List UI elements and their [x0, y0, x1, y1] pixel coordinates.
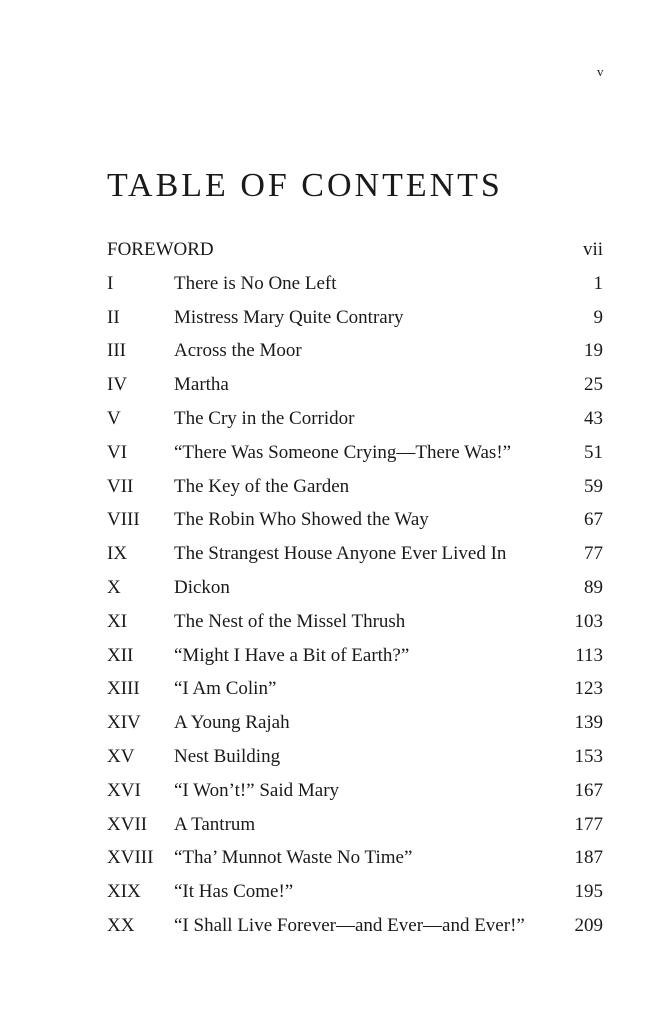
toc-entry-chapter-16[interactable] [107, 777, 603, 811]
chapter-title: “It Has Come!” [174, 881, 294, 903]
toc-entry-chapter-3[interactable] [107, 337, 603, 371]
toc-entry-chapter-10[interactable] [107, 574, 603, 608]
chapter-title: The Nest of the Missel Thrush [174, 610, 406, 632]
chapter-title: “There Was Someone Crying—There Was!” [174, 441, 512, 463]
chapter-title: Nest Building [174, 745, 281, 767]
toc-entry-chapter-6[interactable] [107, 439, 603, 473]
chapter-page: 19 [584, 340, 603, 362]
toc-entry-chapter-12[interactable] [107, 642, 603, 676]
chapter-page: 43 [584, 407, 603, 429]
chapter-page: 9 [593, 306, 603, 328]
toc-entry-foreword[interactable] [107, 236, 603, 270]
chapter-number: XIV [107, 712, 141, 734]
chapter-page: 113 [575, 644, 603, 666]
chapter-title: The Key of the Garden [174, 475, 350, 497]
toc-entry-chapter-2[interactable] [107, 304, 603, 338]
toc-entry-chapter-20[interactable] [107, 912, 603, 946]
chapter-number: XI [107, 610, 128, 632]
chapter-number: VIII [107, 509, 140, 531]
chapter-page: 139 [574, 712, 603, 734]
toc-entry-chapter-7[interactable] [107, 473, 603, 507]
chapter-page: 187 [574, 847, 603, 869]
chapter-number: XVII [107, 813, 148, 835]
toc-entry-label: FOREWORD [107, 239, 214, 260]
chapter-title: There is No One Left [174, 272, 337, 294]
chapter-title: The Cry in the Corridor [174, 407, 355, 429]
chapter-page: 51 [584, 441, 603, 463]
chapter-title: Martha [174, 374, 229, 396]
chapter-number: XV [107, 745, 135, 767]
chapter-number: VII [107, 475, 134, 497]
toc-entry-chapter-14[interactable] [107, 709, 603, 743]
chapter-title: Across the Moor [174, 340, 302, 362]
chapter-page: 25 [584, 374, 603, 396]
chapter-page: 167 [574, 779, 603, 801]
chapter-page: 77 [584, 543, 603, 565]
chapter-number: XIX [107, 881, 141, 903]
toc-entry-chapter-11[interactable] [107, 608, 603, 642]
chapter-title: A Tantrum [174, 813, 256, 835]
chapter-number: VI [107, 441, 128, 463]
chapter-number: XVI [107, 779, 141, 801]
toc-entry-chapter-19[interactable] [107, 878, 603, 912]
toc-entry-chapter-9[interactable] [107, 540, 603, 574]
toc-entry-chapter-13[interactable] [107, 675, 603, 709]
chapter-number: XIII [107, 678, 140, 700]
chapter-title: “Tha’ Munnot Waste No Time” [174, 847, 413, 869]
chapter-title: “I Am Colin” [174, 678, 277, 700]
chapter-title: Mistress Mary Quite Contrary [174, 306, 404, 328]
toc-entry-chapter-4[interactable] [107, 371, 603, 405]
chapter-number: XX [107, 914, 135, 936]
chapter-page: 89 [584, 576, 603, 598]
chapter-number: III [107, 340, 126, 362]
toc-entry-chapter-17[interactable] [107, 811, 603, 845]
chapter-number: XII [107, 644, 134, 666]
toc-entry-chapter-18[interactable] [107, 844, 603, 878]
chapter-page: 123 [574, 678, 603, 700]
chapter-number: XVIII [107, 847, 154, 869]
chapter-number: IX [107, 543, 128, 565]
chapter-number: I [107, 272, 114, 294]
chapter-number: X [107, 576, 121, 598]
chapter-title: A Young Rajah [174, 712, 290, 734]
toc-entry-chapter-8[interactable] [107, 506, 603, 540]
chapter-number: IV [107, 374, 128, 396]
chapter-title: The Robin Who Showed the Way [174, 509, 429, 531]
page-number: v [597, 64, 604, 79]
chapter-page: 177 [574, 813, 603, 835]
chapter-title: The Strangest House Anyone Ever Lived In [174, 543, 507, 565]
chapter-number: II [107, 306, 120, 328]
chapter-title: Dickon [174, 576, 230, 598]
toc-entry-chapter-5[interactable] [107, 405, 603, 439]
chapter-title: “I Won’t!” Said Mary [174, 779, 340, 801]
chapter-page: 195 [574, 881, 603, 903]
chapter-page: 103 [574, 610, 603, 632]
chapter-number: V [107, 407, 121, 429]
chapter-page: 209 [574, 914, 603, 936]
page-title: TABLE OF CONTENTS [107, 167, 503, 204]
toc-entry-chapter-1[interactable] [107, 270, 603, 304]
chapter-page: 1 [593, 272, 603, 294]
chapter-page: 67 [584, 509, 603, 531]
chapter-title: “I Shall Live Forever—and Ever—and Ever!” [174, 914, 525, 936]
chapter-page: 153 [574, 745, 603, 767]
chapter-page: 59 [584, 475, 603, 497]
toc-entry-chapter-15[interactable] [107, 743, 603, 777]
toc-entry-page: vii [582, 239, 603, 260]
toc-list [107, 236, 603, 946]
chapter-title: “Might I Have a Bit of Earth?” [174, 644, 410, 666]
